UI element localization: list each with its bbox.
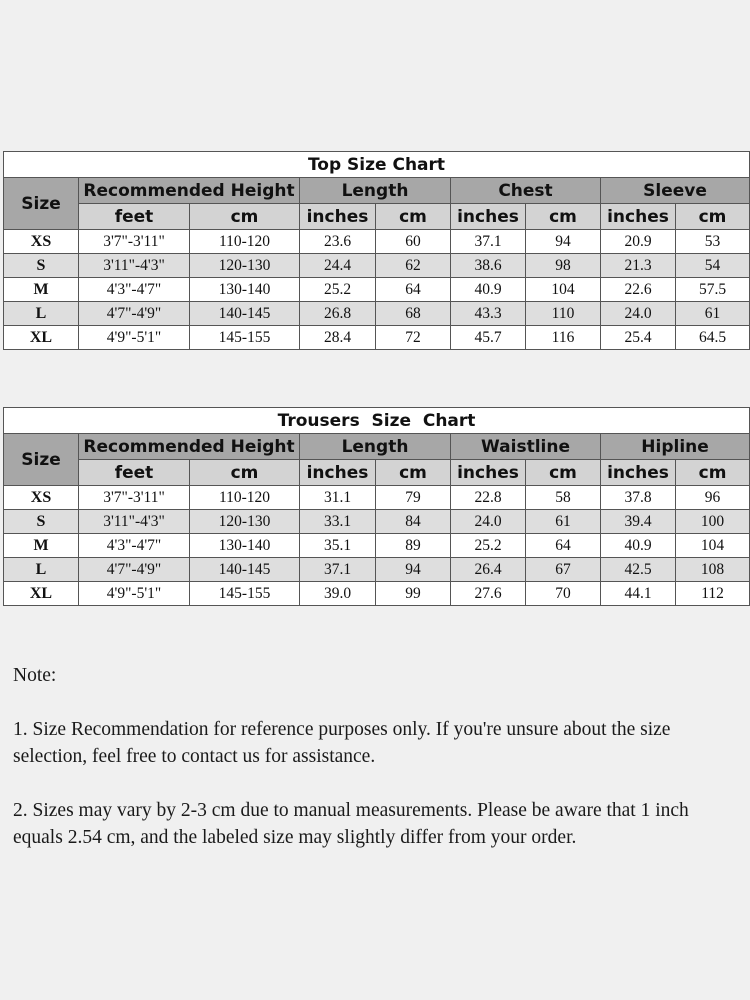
group-header-length: Length — [300, 434, 451, 460]
table-cell: 39.4 — [601, 510, 676, 534]
table-cell: 120-130 — [190, 254, 300, 278]
table-cell: 64.5 — [676, 326, 750, 350]
table-cell: 43.3 — [451, 302, 526, 326]
table-cell: 64 — [376, 278, 451, 302]
table-row — [4, 230, 750, 254]
table-cell: 54 — [676, 254, 750, 278]
table-cell: 116 — [526, 326, 601, 350]
notes-heading: Note: — [13, 665, 57, 686]
table-cell: 31.1 — [300, 486, 376, 510]
table-cell: 120-130 — [190, 510, 300, 534]
subheader-cell: inches — [300, 204, 376, 230]
table-cell: 61 — [526, 510, 601, 534]
table-cell: 22.8 — [451, 486, 526, 510]
table-row — [4, 534, 750, 558]
table-cell: 112 — [676, 582, 750, 606]
table-cell: 24.0 — [601, 302, 676, 326]
table-cell: 42.5 — [601, 558, 676, 582]
subheader-cell: inches — [601, 460, 676, 486]
table-cell: 84 — [376, 510, 451, 534]
table-cell: 60 — [376, 230, 451, 254]
subheader-cell: feet — [79, 204, 190, 230]
table-cell: 58 — [526, 486, 601, 510]
table-cell: 40.9 — [451, 278, 526, 302]
group-header-sleeve: Sleeve — [601, 178, 750, 204]
table-cell: 4'9"-5'1" — [79, 326, 190, 350]
table-cell: 28.4 — [300, 326, 376, 350]
table-cell: 4'7"-4'9" — [79, 302, 190, 326]
table-cell: 37.1 — [451, 230, 526, 254]
table-cell: 21.3 — [601, 254, 676, 278]
table-cell: 3'11"-4'3" — [79, 510, 190, 534]
table-cell: 26.4 — [451, 558, 526, 582]
table-cell: 96 — [676, 486, 750, 510]
table-cell: 22.6 — [601, 278, 676, 302]
table-row — [4, 254, 750, 278]
table-cell: 94 — [376, 558, 451, 582]
table-cell: 110-120 — [190, 486, 300, 510]
table-cell: 24.0 — [451, 510, 526, 534]
table-cell: 4'9"-5'1" — [79, 582, 190, 606]
table-cell: 62 — [376, 254, 451, 278]
chart-title: Trousers Size Chart — [4, 408, 750, 434]
table-cell: 104 — [526, 278, 601, 302]
group-header-height: Recommended Height — [79, 434, 300, 460]
table-cell: 33.1 — [300, 510, 376, 534]
table-cell: 3'11"-4'3" — [79, 254, 190, 278]
table-cell: 100 — [676, 510, 750, 534]
subheader-cell: cm — [676, 460, 750, 486]
table-cell: 53 — [676, 230, 750, 254]
table-cell: 39.0 — [300, 582, 376, 606]
subheader-cell: cm — [190, 460, 300, 486]
table-cell: 38.6 — [451, 254, 526, 278]
table-cell: 130-140 — [190, 534, 300, 558]
table-cell: 79 — [376, 486, 451, 510]
table-cell: 67 — [526, 558, 601, 582]
table-cell: 130-140 — [190, 278, 300, 302]
table-cell: 4'3"-4'7" — [79, 534, 190, 558]
subheader-cell: cm — [376, 460, 451, 486]
size-column-header: Size — [4, 178, 79, 230]
table-row — [4, 302, 750, 326]
table-cell: 3'7"-3'11" — [79, 486, 190, 510]
table-cell: 4'3"-4'7" — [79, 278, 190, 302]
table-cell: 37.8 — [601, 486, 676, 510]
subheader-cell: feet — [79, 460, 190, 486]
size-column-header: Size — [4, 434, 79, 486]
table-cell: 98 — [526, 254, 601, 278]
table-row — [4, 582, 750, 606]
table-cell: 57.5 — [676, 278, 750, 302]
note-item: 2. Sizes may vary by 2-3 cm due to manual measurements. Please be aware that 1 inch equals 2.54 cm, and the labeled size may slightly differ from your order. — [13, 800, 689, 848]
table-cell: 25.2 — [300, 278, 376, 302]
size-cell: XL — [4, 582, 79, 606]
table-row — [4, 486, 750, 510]
subheader-cell: cm — [190, 204, 300, 230]
size-cell: S — [4, 510, 79, 534]
table-cell: 94 — [526, 230, 601, 254]
table-cell: 40.9 — [601, 534, 676, 558]
table-cell: 99 — [376, 582, 451, 606]
group-header-hipline: Hipline — [601, 434, 750, 460]
size-cell: L — [4, 302, 79, 326]
size-cell: M — [4, 534, 79, 558]
group-header-length: Length — [300, 178, 451, 204]
table-cell: 23.6 — [300, 230, 376, 254]
table-cell: 140-145 — [190, 558, 300, 582]
size-cell: XL — [4, 326, 79, 350]
table-cell: 145-155 — [190, 326, 300, 350]
subheader-cell: inches — [300, 460, 376, 486]
group-header-chest: Chest — [451, 178, 601, 204]
table-cell: 110 — [526, 302, 601, 326]
size-cell: XS — [4, 230, 79, 254]
table-cell: 68 — [376, 302, 451, 326]
subheader-cell: inches — [601, 204, 676, 230]
table-cell: 72 — [376, 326, 451, 350]
table-cell: 27.6 — [451, 582, 526, 606]
table-cell: 108 — [676, 558, 750, 582]
group-header-waistline: Waistline — [451, 434, 601, 460]
chart-title: Top Size Chart — [4, 152, 750, 178]
table-cell: 3'7"-3'11" — [79, 230, 190, 254]
table-row — [4, 326, 750, 350]
size-cell: M — [4, 278, 79, 302]
table-row — [4, 510, 750, 534]
group-header-height: Recommended Height — [79, 178, 300, 204]
size-cell: XS — [4, 486, 79, 510]
size-cell: L — [4, 558, 79, 582]
subheader-cell: cm — [676, 204, 750, 230]
table-cell: 140-145 — [190, 302, 300, 326]
table-cell: 145-155 — [190, 582, 300, 606]
table-cell: 20.9 — [601, 230, 676, 254]
table-cell: 35.1 — [300, 534, 376, 558]
table-cell: 104 — [676, 534, 750, 558]
subheader-cell: cm — [526, 460, 601, 486]
trousers-size-chart — [3, 407, 750, 606]
table-cell: 26.8 — [300, 302, 376, 326]
table-cell: 61 — [676, 302, 750, 326]
subheader-cell: cm — [526, 204, 601, 230]
notes-section — [13, 662, 743, 851]
size-cell: S — [4, 254, 79, 278]
table-row — [4, 558, 750, 582]
table-cell: 45.7 — [451, 326, 526, 350]
subheader-cell: inches — [451, 460, 526, 486]
table-cell: 110-120 — [190, 230, 300, 254]
subheader-cell: cm — [376, 204, 451, 230]
subheader-cell: inches — [451, 204, 526, 230]
table-cell: 89 — [376, 534, 451, 558]
top-size-chart — [3, 151, 750, 350]
table-cell: 25.2 — [451, 534, 526, 558]
table-cell: 44.1 — [601, 582, 676, 606]
table-cell: 24.4 — [300, 254, 376, 278]
table-cell: 37.1 — [300, 558, 376, 582]
table-cell: 4'7"-4'9" — [79, 558, 190, 582]
note-item: 1. Size Recommendation for reference purposes only. If you're unsure about the size selection, feel free to contact us for assistance. — [13, 719, 671, 767]
table-cell: 64 — [526, 534, 601, 558]
table-cell: 25.4 — [601, 326, 676, 350]
table-cell: 70 — [526, 582, 601, 606]
table-row — [4, 278, 750, 302]
